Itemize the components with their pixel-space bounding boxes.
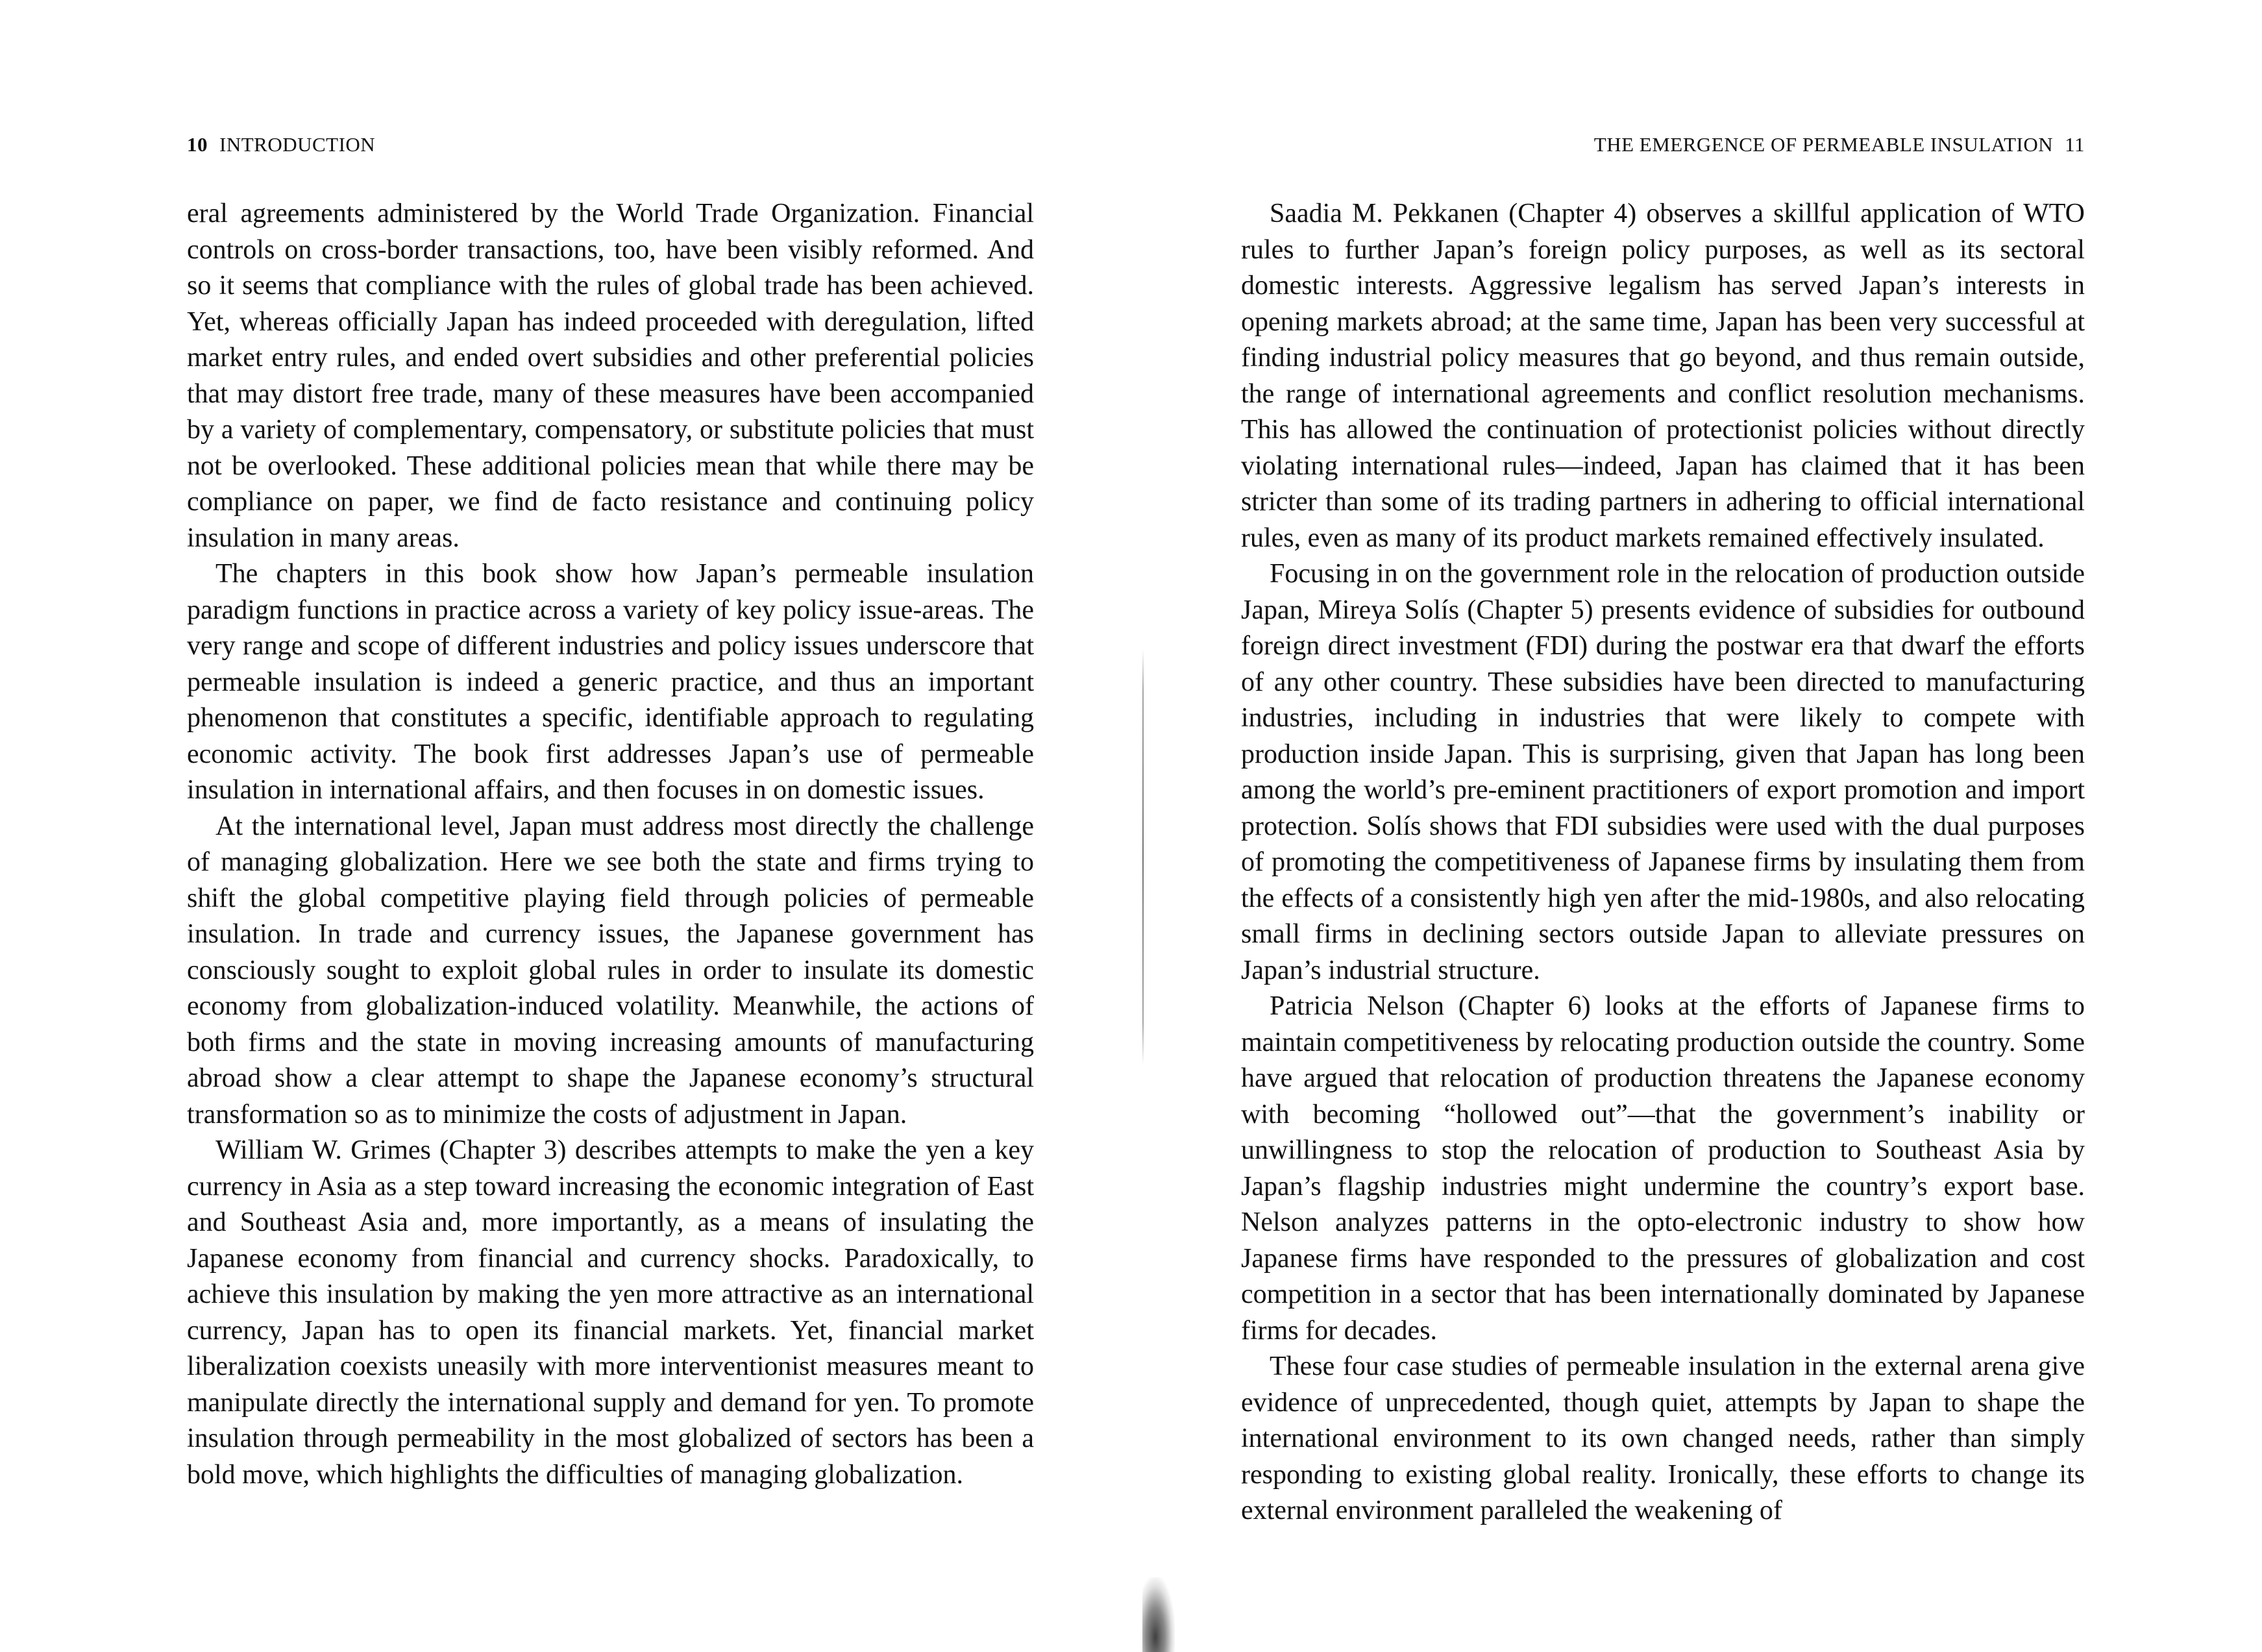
right-running-head: [1241, 133, 2085, 156]
left-page-number: 10: [187, 133, 208, 156]
paragraph: William W. Grimes (Chapter 3) describes attempts to make the yen a key currency in Asia as a step toward increasing the economic integration of East and Southeast Asia and, more importantly, as a means of insulating the Japanese economy from financial and currency shocks. Paradoxically, to achieve this insulation by making the yen more attractive as an international currency, Japan has to open its financial markets. Yet, financial market liberalization coexists uneasily with more interventionist measures meant to manipulate directly the international supply and demand for yen. To promote insulation through permeability in the most globalized of sectors has been a bold move, which highlights the difficulties of managing globalization.: [187, 1135, 1034, 1490]
binding-gutter-line: [1142, 649, 1144, 1065]
left-running-title: INTRODUCTION: [219, 133, 376, 156]
paragraph: The chapters in this book show how Japan’s permeable insulation paradigm functions in practice across a variety of key policy issue-areas. The very range and scope of different industries and policy issues underscore that permeable insulation is indeed a generic practice, and thus an important phenomenon that constitutes a specific, identifiable approach to regulating economic activity. The book first addresses Japan’s use of permeable insulation in international affairs, and then focuses in on domestic issues.: [187, 559, 1034, 805]
left-page: [187, 0, 1034, 1652]
right-page-number: 11: [2065, 133, 2085, 156]
paragraph: eral agreements administered by the World Trade Organization. Financial controls on cross-border transactions, too, have been visibly reformed. And so it seems that compliance with the rules of global trade has been achieved. Yet, whereas officially Japan has indeed proceeded with deregulation, lifted market entry rules, and ended overt subsidies and other preferential policies that may distort free trade, many of these measures have been accompanied by a variety of complementary, compensatory, or substitute policies that must not be overlooked. These additional policies mean that while there may be compliance on paper, we find de facto resistance and continuing policy insulation in many areas.: [187, 199, 1034, 553]
paragraph: These four case studies of permeable insulation in the external arena give evidence of unprecedented, though quiet, attempts by Japan to shape the international environment to its own changed needs, rather than simply responding to existing global reality. Ironically, these efforts to change its external environment paralleled the weakening of: [1241, 1351, 2085, 1525]
right-body-text: [1241, 196, 2085, 1529]
left-body-text: [187, 196, 1034, 1493]
paragraph: At the international level, Japan must address most directly the challenge of managing globalization. Here we see both the state and firms trying to shift the global competitive playing field through policies of permeable insulation. In trade and currency issues, the Japanese government has consciously sought to exploit global rules in order to insulate its domestic economy from globalization-induced volatility. Meanwhile, the actions of both firms and the state in moving increasing amounts of manufacturing abroad show a clear attempt to shape the Japanese economy’s structural transformation so as to minimize the costs of adjustment in Japan.: [187, 811, 1034, 1129]
paragraph: Saadia M. Pekkanen (Chapter 4) observes a skillful application of WTO rules to further Japan’s foreign policy purposes, as well as its sectoral domestic interests. Aggressive legalism has served Japan’s interests in opening markets abroad; at the same time, Japan has been very successful at finding industrial policy measures that go beyond, and thus remain outside, the range of international agreements and conflict resolution mechanisms. This has allowed the continuation of protectionist policies without directly violating international rules—indeed, Japan has claimed that it has been stricter than some of its trading partners in adhering to official international rules, even as many of its product markets remained effectively insulated.: [1241, 199, 2085, 553]
paragraph: Focusing in on the government role in the relocation of production outside Japan, Mireya Solís (Chapter 5) presents evidence of subsidies for outbound foreign direct investment (FDI) during the postwar era that dwarf the efforts of any other country. These subsidies have been directed to manufacturing industries, including in industries that were likely to compete with production inside Japan. This is surprising, given that Japan has long been among the world’s pre-eminent practitioners of export promotion and import protection. Solís shows that FDI subsidies were used with the dual purposes of promoting the competitiveness of Japanese firms by insulating them from the effects of a consistently high yen after the mid-1980s, and also relocating small firms in declining sectors outside Japan to alleviate pressures on Japan’s industrial structure.: [1241, 559, 2085, 985]
right-page: [1241, 0, 2085, 1652]
right-running-title: THE EMERGENCE OF PERMEABLE INSULATION: [1593, 133, 2054, 156]
left-running-head: [187, 133, 1034, 156]
binding-shadow: [1142, 1577, 1175, 1652]
paragraph: Patricia Nelson (Chapter 6) looks at the efforts of Japanese firms to maintain competitiveness by relocating production outside the country. Some have argued that relocation of production threatens the Japanese economy with becoming “hollowed out”—that the government’s inability or unwillingness to stop the relocation of production to Southeast Asia by Japan’s flagship industries might undermine the country’s export base. Nelson analyzes patterns in the opto-electronic industry to show how Japanese firms have responded to the pressures of globalization and cost competition in a sector that has been internationally dominated by Japanese firms for decades.: [1241, 991, 2085, 1346]
